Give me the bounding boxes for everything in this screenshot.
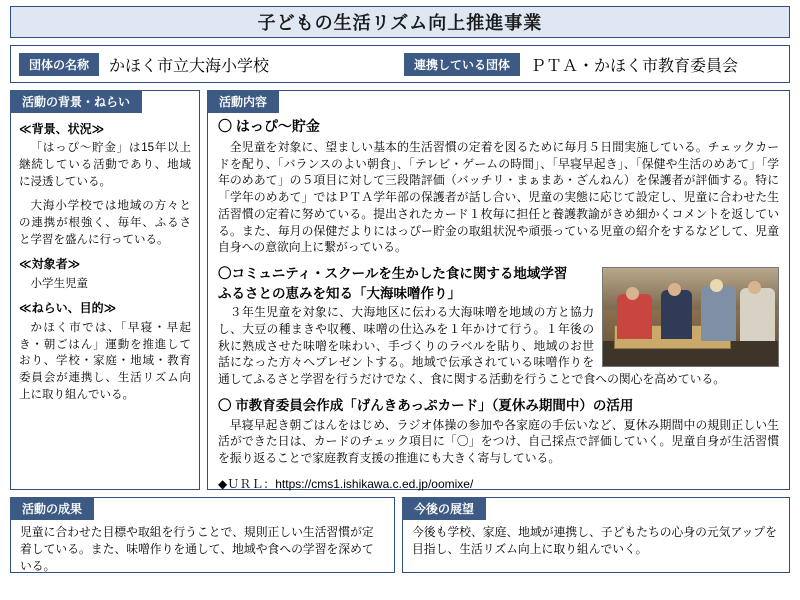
results-section-tag: 活動の成果 xyxy=(10,497,94,520)
background-heading-situation: ≪背景、状況≫ xyxy=(19,122,105,136)
organization-row xyxy=(10,45,790,83)
activity-item1-heading: 〇 はっぴ～貯金 xyxy=(218,118,320,134)
outlook-section-tag: 今後の展望 xyxy=(402,497,486,520)
organization-name-value: かほく市立大海小学校 xyxy=(109,57,270,75)
background-heading-target: ≪対象者≫ xyxy=(19,257,81,272)
background-text-4: かほく市では、「早寝・早起き・朝ごはん」運動を推進しており、学校・家庭・地域・教育委員会が連携し、生活リズム向上に取り組んでいる。 xyxy=(19,321,191,401)
activity-section xyxy=(207,90,790,490)
miso-making-photo xyxy=(602,267,779,367)
activity-section-tag: 活動内容 xyxy=(207,90,279,113)
activity-item1-text: 全児童を対象に、望ましい基本的生活習慣の定着を図るために毎月５日間実施している。チェックカードを配り、「バランスのよい朝食」、「テレビ・ゲームの時間」、「早寝早起き」、「保健や生活のめあて」「学年のめあて」の５項目に対して三段階評価（バッチリ・まぁまあ・ざんねん）を保護者が評価する。特に「学年のめあて」ではＰＴＡ学年部の保護者が話し合い、児童の実態に応じて設定し、児童に合わせた生活習慣の定着に努めている。提出されたカード１枚毎に担任と養護教諭がきめ細かくコメントを返している。また、毎月の保健だよりにはっぴー貯金の取組状況や頑張っている児童の紹介をするなどして、児童自身への意欲向上に繋がっている。 xyxy=(218,139,779,255)
activity-section-body xyxy=(208,91,789,499)
partner-organization-group xyxy=(396,53,789,76)
background-text-2: 大海小学校では地域の方々との連携が根強く、毎年、ふるさと学習を盛んに行っている。 xyxy=(19,200,191,246)
activity-item2-heading-line2: ふるさとの恵みを知る「大海味噌作り」 xyxy=(218,285,461,301)
outlook-section-body: 今後も学校、家庭、地域が連携し、子どもたちの心身の元気アップを目指し、生活リズム向上に取り組んでいく。 xyxy=(412,525,777,557)
background-section-tag: 活動の背景・ねらい xyxy=(10,90,142,113)
background-text-1: 「はっぴ～貯金」は15年以上継続している活動であり、地域に浸透している。 xyxy=(19,142,191,188)
activity-item2-text: ３年生児童を対象に、大海地区に伝わる大海味噌を地域の方と協力し、大豆の種まきや収穫、味噌の仕込みを１年かけて行う。１年後の秋に熟成させた味噌を味わい、手づくりのラベルを貼り、地域のお世話になった方々へプレゼントする。地域で伝承されている味噌作りを通してふるさと学習を行うだけでなく、食に関する活動を行うことで食への関心を高めている。 xyxy=(218,305,726,387)
background-section xyxy=(10,90,200,490)
page-title: 子どもの生活リズム向上推進事業 xyxy=(257,13,543,33)
results-section xyxy=(10,497,395,573)
activity-item3-text: 早寝早起き朝ごはんをはじめ、ラジオ体操の参加や各家庭の手伝いなど、夏休み期間中の規則正しい生活ができた日は、カードのチェック項目に「〇」をつけ、自己採点で評価していく。児童自身が生活習慣を振り返ることで家庭教育支援の推進にも大きく寄与している。 xyxy=(218,417,779,466)
partner-organization-label: 連携している団体 xyxy=(404,53,520,76)
background-text-3: 小学生児童 xyxy=(30,277,88,290)
activity-item2-heading-line1: 〇コミュニティ・スクールを生かした食に関する地域学習 xyxy=(218,266,568,282)
results-section-body: 児童に合わせた目標や取組を行うことで、規則正しい生活習慣が定着している。また、味噌作りを通して、地域や食への学習を深めている。 xyxy=(20,525,374,574)
activity-url[interactable]: ◆ＵＲＬ：https://cms1.ishikawa.c.ed.jp/oomixe/ xyxy=(218,476,474,491)
partner-organization-value: ＰＴＡ・かほく市教育委員会 xyxy=(530,57,739,75)
bottom-row xyxy=(10,497,790,573)
organization-name-group xyxy=(11,53,396,76)
main-content-row xyxy=(10,90,790,490)
background-section-body xyxy=(11,91,199,417)
background-heading-purpose: ≪ねらい、目的≫ xyxy=(19,301,117,316)
page-title-bar xyxy=(10,6,790,38)
document-page xyxy=(10,6,790,592)
activity-item3-heading: 〇 市教育委員会作成「げんきあっぷカード」（夏休み期間中）の活用 xyxy=(218,397,634,413)
outlook-section xyxy=(402,497,790,573)
organization-name-label: 団体の名称 xyxy=(19,53,99,76)
